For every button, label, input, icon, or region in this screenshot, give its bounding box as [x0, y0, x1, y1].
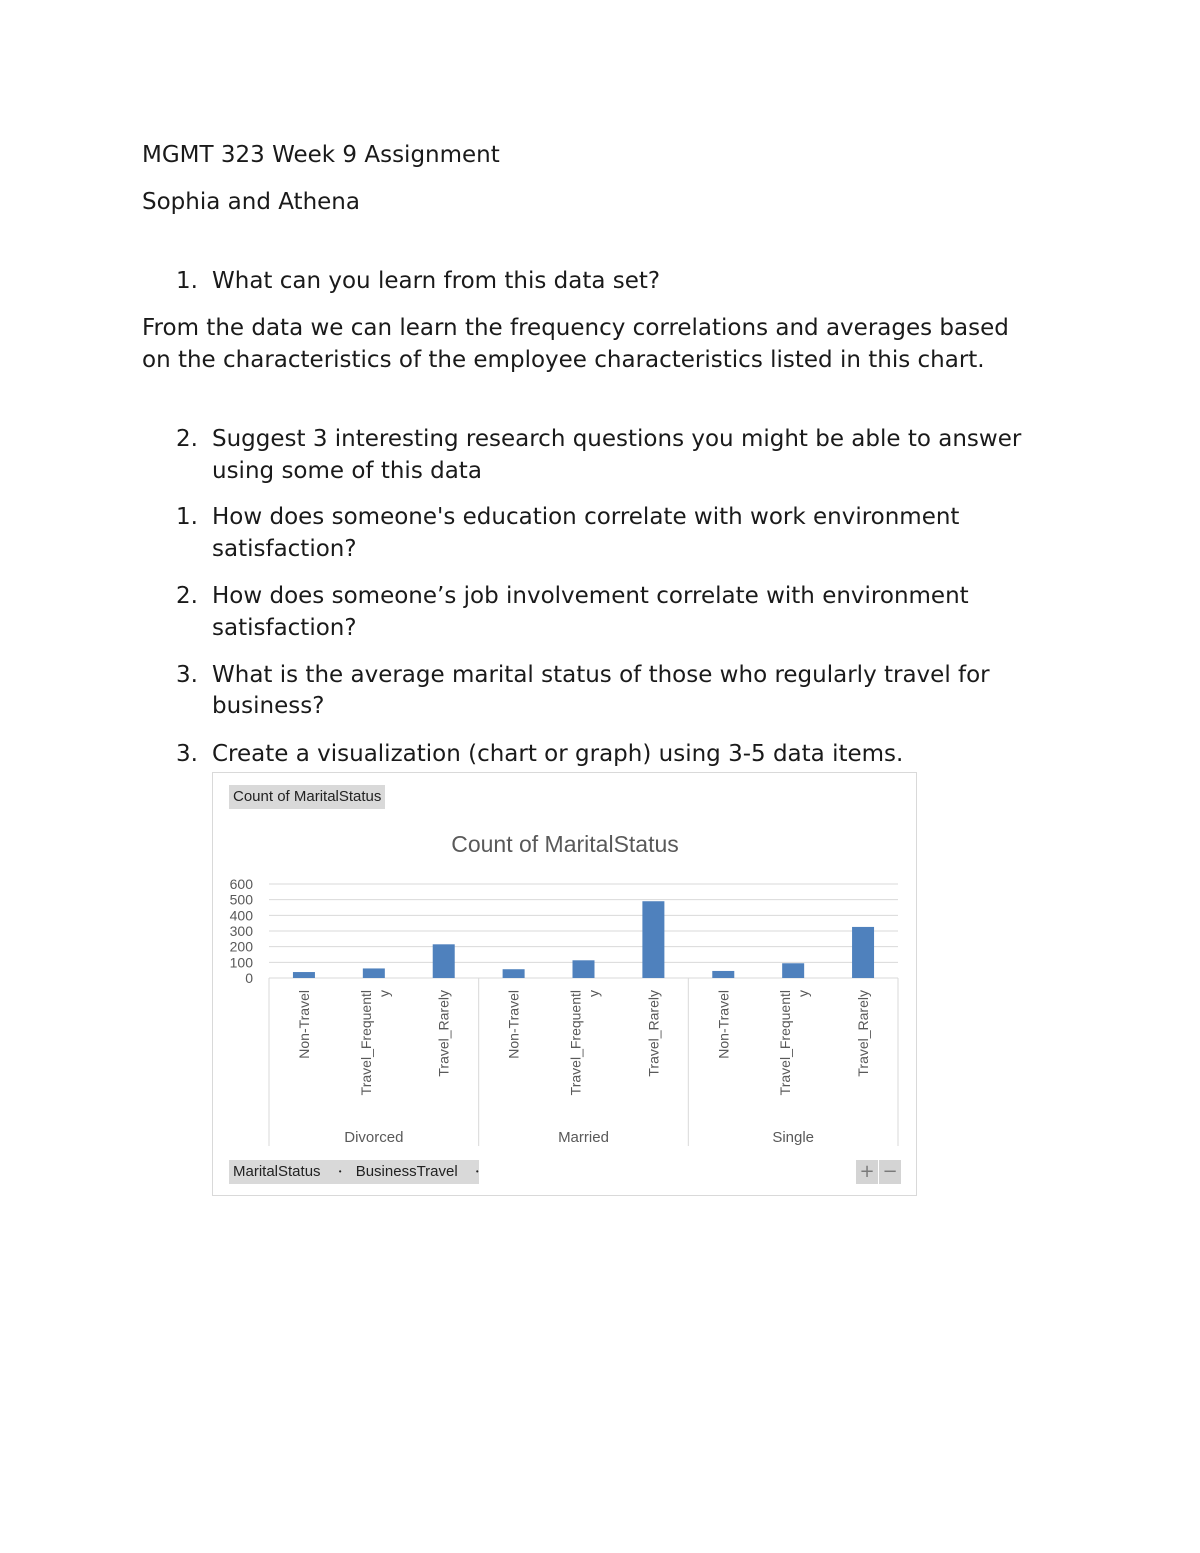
y-tick-label: 500 — [229, 891, 253, 908]
y-tick-label: 200 — [229, 938, 253, 955]
pivot-chart[interactable] — [212, 772, 917, 1196]
group-label: Divorced — [344, 1129, 404, 1146]
bar — [293, 972, 315, 978]
answer-1-line-1: From the data we can learn the frequency correlations and averages based — [142, 315, 1009, 341]
y-tick-label: 300 — [229, 923, 253, 939]
collapse-field-button[interactable]: − — [879, 1160, 901, 1184]
bar — [573, 960, 595, 978]
businesstravel-dropdown-icon[interactable]: • — [475, 1167, 479, 1177]
question-3-number: 3. — [176, 741, 198, 767]
x-axis — [269, 978, 898, 1146]
research-question-3-line-1: What is the average marital status of those who regularly travel for — [212, 662, 990, 688]
x-tick-label: Travel_Frequentl y — [357, 990, 392, 1096]
x-tick-label: Travel_Frequentl y — [567, 990, 602, 1096]
group-label: Single — [772, 1129, 815, 1146]
y-tick-label: 400 — [229, 907, 253, 924]
research-question-1-line-2: satisfaction? — [212, 536, 357, 562]
maritalstatus-dropdown-icon[interactable]: • — [338, 1167, 342, 1177]
research-question-2-line-1: How does someone’s job involvement correlate with environment — [212, 583, 969, 609]
research-question-2-line-2: satisfaction? — [212, 615, 357, 641]
x-tick-label: Non-Travel — [715, 990, 732, 1059]
y-axis-ticks — [230, 876, 254, 986]
pivot-value-field-button[interactable]: Count of MaritalStatus — [229, 785, 385, 809]
question-2-number: 2. — [176, 426, 198, 452]
x-tick-label: Travel_Frequentl y — [777, 990, 812, 1096]
bar — [712, 971, 734, 978]
y-tick-label: 100 — [229, 954, 253, 971]
x-tick-label: Non-Travel — [505, 990, 522, 1059]
bar — [782, 963, 804, 978]
x-tick-label: Travel_Rarely — [855, 990, 872, 1077]
research-question-1-line-1: How does someone's education correlate with work environment — [212, 504, 960, 530]
pivot-field-businesstravel-button[interactable]: BusinessTravel — [355, 1163, 458, 1180]
document-authors: Sophia and Athena — [142, 189, 360, 215]
document-title: MGMT 323 Week 9 Assignment — [142, 142, 500, 168]
x-tick-label: Non-Travel — [295, 990, 312, 1059]
chart-title: Count of MaritalStatus — [451, 831, 679, 857]
bar — [852, 927, 874, 978]
question-3-text: Create a visualization (chart or graph) using 3-5 data items. — [212, 741, 904, 767]
bar-chart — [213, 773, 916, 1195]
x-tick-label: Travel_Rarely — [645, 990, 662, 1077]
question-1-number: 1. — [176, 268, 198, 294]
x-tick-label: Travel_Rarely — [435, 990, 452, 1077]
bar — [433, 944, 455, 978]
bar — [642, 901, 664, 978]
research-question-3-number: 3. — [176, 662, 198, 688]
pivot-row-fields-bar — [229, 1160, 479, 1184]
y-tick-label: 0 — [245, 970, 253, 986]
y-tick-label: 600 — [229, 876, 253, 892]
research-question-3-line-2: business? — [212, 693, 325, 719]
research-question-2-number: 2. — [176, 583, 198, 609]
bars — [293, 901, 874, 978]
question-2-line-1: Suggest 3 interesting research questions you might be able to answer — [212, 426, 1022, 452]
bar — [503, 969, 525, 978]
pivot-field-maritalstatus-button[interactable]: MaritalStatus — [233, 1163, 321, 1180]
question-2-line-2: using some of this data — [212, 458, 482, 484]
bar — [363, 968, 385, 978]
question-1-text: What can you learn from this data set? — [212, 268, 661, 294]
research-question-1-number: 1. — [176, 504, 198, 530]
answer-1-line-2: on the characteristics of the employee characteristics listed in this chart. — [142, 347, 985, 373]
expand-field-button[interactable]: + — [856, 1160, 878, 1184]
group-label: Married — [558, 1129, 609, 1146]
